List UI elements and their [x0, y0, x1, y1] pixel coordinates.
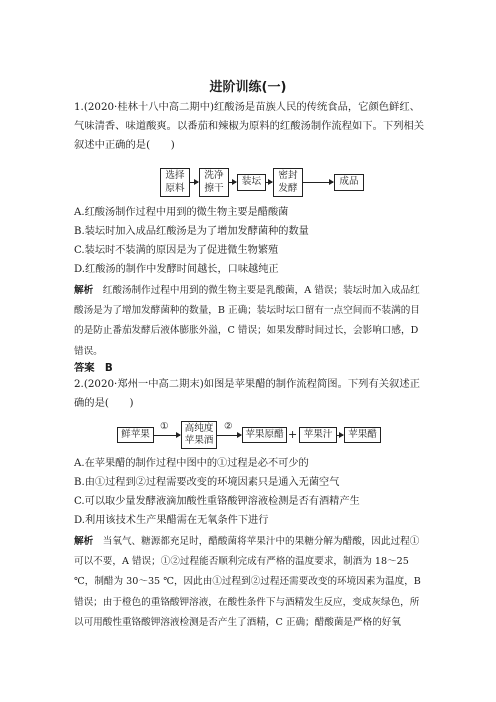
question-2-option-d: D.利用该技术生产果醋需在无氧条件下进行 — [74, 515, 269, 526]
flow2-arrow — [217, 435, 241, 436]
flow2-step-fresh-apple — [117, 427, 154, 443]
flow1-step-label: 成品 — [339, 176, 359, 188]
question-2-stem: 2.(2020·郑州一中高二期末)如图是苹果醋的制作流程简图。下列有关叙述正确的是( ) — [74, 378, 420, 410]
flow1-arrow — [303, 182, 333, 183]
flow2-step-label: 苹果原醋 — [245, 428, 284, 440]
flow2-step-apple-wine — [181, 421, 217, 449]
analysis-label: 解析 — [74, 536, 94, 547]
question-2-option-b: B.由①过程到②过程需要改变的环境因素只是通入无菌空气 — [74, 477, 340, 488]
question-1-option-b: B.装坛时加入成品红酸汤是为了增加发酵菌种的数量 — [74, 226, 309, 237]
flow1-step-label: 密封 — [278, 170, 298, 181]
question-1-stem: 1.(2020·桂林十八中高二期中)红酸汤是苗族人民的传统食品，它颜色鲜红、气味清香、味道酸爽。以番茄和辣椒为原料的红酸汤制作流程如下。下列相关叙述中正确的是( ) — [74, 101, 425, 152]
flow1-arrow — [190, 182, 198, 183]
flow1-step-seal-ferment — [273, 168, 303, 197]
plus-sign: + — [288, 428, 298, 441]
flow1-step-select-materials — [160, 168, 190, 197]
process-1-marker: ① — [160, 421, 169, 432]
flow1-step-wash-dry — [199, 168, 229, 197]
flow1-step-label: 擦干 — [204, 182, 224, 194]
flow2-step-label: 苹果汁 — [303, 428, 333, 440]
flow1-step-label: 发酵 — [278, 182, 298, 194]
flow2-arrow — [154, 435, 180, 436]
flow2-step-label: 鲜苹果 — [121, 428, 150, 440]
analysis-label: 解析 — [74, 285, 94, 296]
section-title: 进阶训练(一) — [209, 80, 287, 95]
question-1-analysis — [74, 281, 426, 362]
process-2-marker: ② — [224, 421, 233, 432]
flow1-step-label: 装坛 — [241, 176, 262, 188]
flow1-step-label: 选择 — [165, 170, 185, 181]
flow2-step-label: 高纯度 — [184, 422, 214, 434]
flow2-step-label: 苹果醋 — [348, 428, 377, 440]
analysis-text: 红酸汤制作过程中用到的微生物主要是乳酸菌，A 错误；装坛时加入成品红酸汤是为了增加发酵菌种的数量，B 正确；装坛时坛口留有一点空间而不装满的目的是防止番茄发酵后液体膨胀外溢，C 错误；如果发酵时间过长，会影响口感，D 错误。 — [74, 285, 420, 357]
question-1-option-d: D.红酸汤的制作中发酵时间越长，口味越纯正 — [74, 264, 279, 275]
flow2-step-label: 苹果酒 — [184, 435, 214, 446]
flow1-step-jar — [237, 174, 266, 191]
analysis-text: 当氧气、糖源都充足时，醋酸菌将苹果汁中的果糖分解为醋酸，因此过程①可以不要，A 错误；①②过程能否顺利完成有严格的温度要求，制酒为 18～25 ℃，制醋为 30～35 ℃，因此由①过程到②过程还需要改变的环境因素为温度，B 错误；由于橙色的重铬酸钾溶液，在酸性条件下与酒精发生反应，变成灰绿色，所以可用酸性重铬酸钾溶液检测是否产生了酒精，C 正确；醋酸菌是严格的好氧 — [74, 536, 421, 628]
flow2-step-raw-vinegar — [242, 427, 287, 443]
flow1-step-label: 原料 — [165, 182, 185, 194]
question-1-option-a: A.红酸汤制作过程中用到的微生物主要是醋酸菌 — [74, 207, 289, 218]
question-2-option-a: A.在苹果醋的制作过程中图中的①过程是必不可少的 — [74, 458, 309, 469]
question-2-option-c: C.可以取少量发酵液滴加酸性重铬酸钾溶液检测是否有酒精产生 — [74, 496, 360, 507]
flow2-step-apple-vinegar — [344, 427, 381, 443]
flow1-arrow — [229, 182, 236, 183]
flow1-step-product — [334, 174, 364, 191]
flow2-step-apple-juice — [299, 427, 337, 443]
question-1-option-c: C.装坛时不装满的原因是为了促进微生物繁殖 — [74, 245, 279, 256]
question-2-analysis — [74, 532, 426, 633]
flow1-arrow — [266, 182, 272, 183]
flow2-arrow — [337, 435, 343, 436]
flow1-step-label: 洗净 — [204, 170, 224, 181]
question-1-answer: 答案 B — [74, 362, 113, 374]
